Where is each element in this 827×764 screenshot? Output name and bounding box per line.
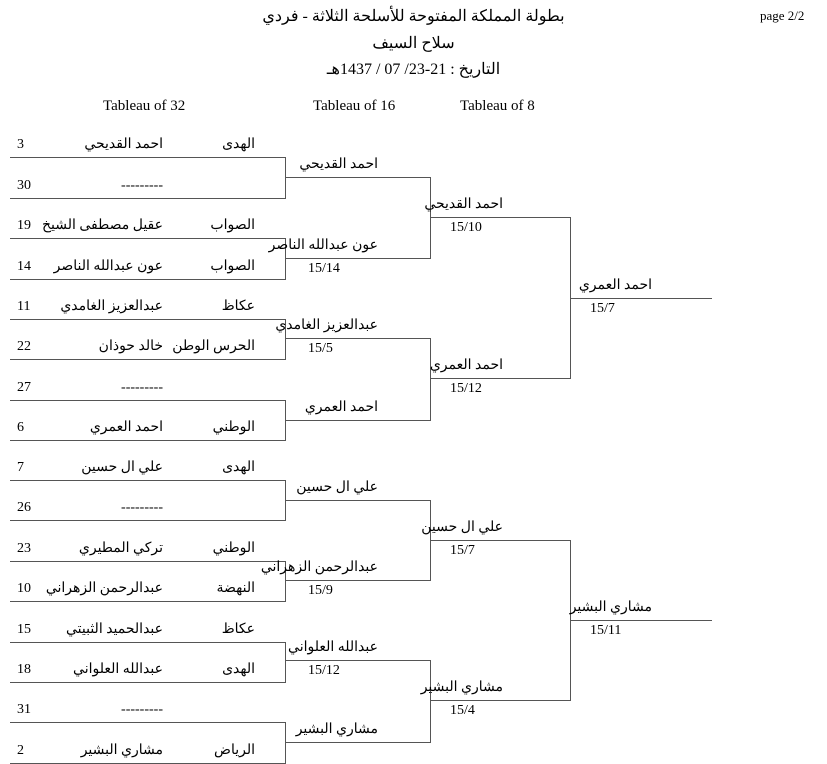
bracket-line xyxy=(285,338,430,339)
bracket-line xyxy=(10,238,285,239)
fencer-name: احمد العمري xyxy=(578,278,652,293)
seed-number: 26 xyxy=(17,500,31,515)
club-name: الرياض xyxy=(214,743,255,758)
bout-score: 15/7 xyxy=(450,543,475,558)
bracket-line xyxy=(430,217,570,218)
bout-score: 15/9 xyxy=(308,583,333,598)
tournament-date: التاريخ : 21-23/ 07 / 1437هـ xyxy=(326,61,501,78)
bracket-connector xyxy=(285,157,286,199)
bout-score: 15/14 xyxy=(308,261,340,276)
bracket-line xyxy=(285,258,430,259)
bracket-line xyxy=(285,660,430,661)
bracket-connector xyxy=(430,338,431,421)
bout-score: 15/11 xyxy=(590,623,622,638)
fencer-name: عبدالله العلواني xyxy=(73,662,163,677)
club-name: النهضة xyxy=(216,581,255,596)
fencer-name: احمد القديحي xyxy=(299,157,378,172)
page-number: page 2/2 xyxy=(760,8,805,23)
club-name: الصواب xyxy=(210,259,255,274)
fencer-name: --------- xyxy=(121,178,163,193)
fencer-name: احمد العمري xyxy=(304,400,378,415)
column-header-tableau-8: Tableau of 8 xyxy=(460,98,535,114)
seed-number: 3 xyxy=(17,137,24,152)
seed-number: 15 xyxy=(17,622,31,637)
fencer-name: عبدالله العلواني xyxy=(288,640,378,655)
column-header-tableau-16: Tableau of 16 xyxy=(313,98,396,114)
fencer-name: خالد حوذان xyxy=(98,339,163,354)
seed-number: 18 xyxy=(17,662,31,677)
club-name: عكاظ xyxy=(221,622,255,637)
fencer-name: مشاري البشير xyxy=(80,743,163,758)
fencer-name: عبدالرحمن الزهراني xyxy=(45,581,163,596)
fencer-name: مشاري البشير xyxy=(295,722,378,737)
bracket-line xyxy=(285,177,430,178)
seed-number: 19 xyxy=(17,218,31,233)
column-header-tableau-32: Tableau of 32 xyxy=(103,98,186,114)
seed-number: 22 xyxy=(17,339,31,354)
fencer-name: علي ال حسين xyxy=(421,520,503,535)
fencer-name: مشاري البشير xyxy=(420,680,503,695)
bracket-line xyxy=(285,580,430,581)
seed-number: 23 xyxy=(17,541,31,556)
fencer-name: عبدالعزيز الغامدي xyxy=(60,299,163,314)
bout-score: 15/10 xyxy=(450,220,482,235)
club-name: الهدى xyxy=(222,137,255,152)
club-name: الوطني xyxy=(212,420,255,435)
bracket-line xyxy=(430,378,570,379)
club-name: الصواب xyxy=(210,218,255,233)
club-name: الحرس الوطن xyxy=(172,339,255,354)
seed-number: 7 xyxy=(17,460,24,475)
club-name: الهدى xyxy=(222,662,255,677)
bracket-line xyxy=(430,700,570,701)
bracket-line xyxy=(570,620,712,621)
fencer-name: علي ال حسين xyxy=(296,480,378,495)
club-name: الهدى xyxy=(222,460,255,475)
bracket-connector xyxy=(430,177,431,259)
bracket-line xyxy=(10,682,285,683)
bracket-line xyxy=(10,440,285,441)
seed-number: 2 xyxy=(17,743,24,758)
bracket-connector xyxy=(285,722,286,764)
seed-number: 14 xyxy=(17,259,31,274)
fencer-name: عبدالرحمن الزهراني xyxy=(260,560,378,575)
bracket-line xyxy=(10,359,285,360)
seed-number: 31 xyxy=(17,702,31,717)
fencer-name: احمد القديحي xyxy=(424,197,503,212)
bout-score: 15/12 xyxy=(308,663,340,678)
bracket-connector xyxy=(430,660,431,743)
fencer-name: عون عبدالله الناصر xyxy=(268,238,378,253)
bracket-line xyxy=(10,642,285,643)
bracket-line xyxy=(10,319,285,320)
seed-number: 11 xyxy=(17,299,31,314)
bracket-line xyxy=(285,500,430,501)
bout-score: 15/5 xyxy=(308,341,333,356)
fencer-name: --------- xyxy=(121,380,163,395)
club-name: الوطني xyxy=(212,541,255,556)
fencer-name: احمد العمري xyxy=(429,358,503,373)
weapon-subtitle: سلاح السيف xyxy=(372,35,455,52)
fencer-name: تركي المطيري xyxy=(78,541,163,556)
fencer-name: عقيل مصطفى الشيخ xyxy=(41,218,163,233)
fencer-name: --------- xyxy=(121,500,163,515)
fencer-name: عبدالعزيز الغامدي xyxy=(275,318,378,333)
bracket-line xyxy=(285,420,430,421)
fencer-name: احمد القديحي xyxy=(84,137,163,152)
bout-score: 15/4 xyxy=(450,703,475,718)
fencer-name: علي ال حسين xyxy=(81,460,163,475)
bracket-line xyxy=(10,601,285,602)
fencer-name: عبدالحميد الثبيتي xyxy=(65,622,163,637)
bracket-line xyxy=(570,298,712,299)
club-name: عكاظ xyxy=(221,299,255,314)
bracket-line xyxy=(285,742,430,743)
bracket-line xyxy=(10,198,285,199)
bout-score: 15/12 xyxy=(450,381,482,396)
bracket-line xyxy=(430,540,570,541)
fencer-name: عون عبدالله الناصر xyxy=(53,259,163,274)
bout-score: 15/7 xyxy=(590,301,615,316)
bracket-line xyxy=(10,480,285,481)
fencer-name: مشاري البشير xyxy=(569,600,652,615)
bracket-line xyxy=(10,279,285,280)
tournament-title: بطولة المملكة المفتوحة للأسلحة الثلاثة - فردي xyxy=(262,8,565,25)
seed-number: 30 xyxy=(17,178,31,193)
bracket-line xyxy=(10,722,285,723)
seed-number: 10 xyxy=(17,581,31,596)
fencer-name: --------- xyxy=(121,702,163,717)
bracket-line xyxy=(10,157,285,158)
bracket-line xyxy=(10,520,285,521)
bracket-line xyxy=(10,561,285,562)
bracket-line xyxy=(10,400,285,401)
seed-number: 6 xyxy=(17,420,24,435)
fencer-name: احمد العمري xyxy=(89,420,163,435)
seed-number: 27 xyxy=(17,380,31,395)
bracket-connector xyxy=(285,642,286,683)
